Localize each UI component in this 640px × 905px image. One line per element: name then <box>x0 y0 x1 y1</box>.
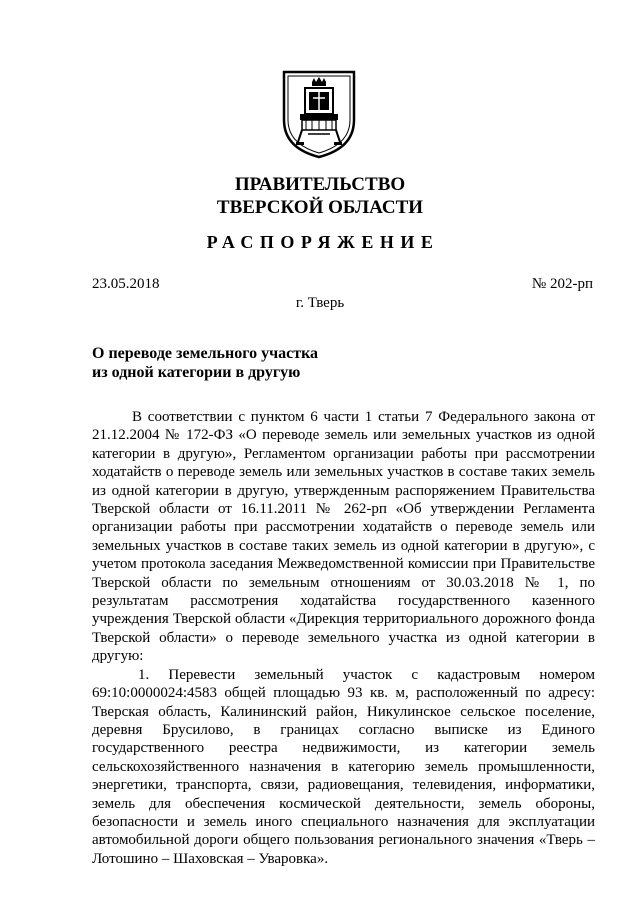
document-number: № 202-рп <box>531 276 593 292</box>
document-type: РАСПОРЯЖЕНИЕ <box>206 232 440 252</box>
org-name-line2: ТВЕРСКОЙ ОБЛАСТИ <box>216 197 424 218</box>
body-paragraph-preamble: В соответствии с пунктом 6 части 1 статьи 7 Федерального закона от 21.12.2004 № 172-ФЗ «О переводе земель или земельных участков из одной категории в другую», Регламентом организации работы при рассмотрении ходатайств о переводе земель или земельных участков в составе таких земель из одной категории в другую, утвержденным распоряжением Правительства Тверской области от 16.11.2011 № 262-рп «Об утверждении Регламента организации работы при рассмотрении ходатайств о переводе земель или земельных участков в составе таких земель из одной категории в другую», с учетом протокола заседания Межведомственной комиссии при Правительстве Тверской области по земельным отношениям от 30.03.2018 № 1, по результатам рассмотрения ходатайства государственного казенного учреждения Тверской области «Дирекция территориального дорожного фонда Тверской области» о переводе земельного участка из одной категории в другую: <box>92 409 595 665</box>
document-body <box>92 408 595 868</box>
document-city: г. Тверь <box>295 295 345 311</box>
document-subject <box>92 344 318 382</box>
tver-coat-of-arms-icon <box>280 68 358 160</box>
body-paragraph-item-1: 1. Перевести земельный участок с кадастровым номером 69:10:0000024:4583 общей площадью 93 кв. м, расположенный по адресу: Тверская область, Калининский район, Никулинское сельское поселение, деревня Брусилово, в границах согласно выписке из Единого государственного реестра недвижимости, из категории земель сельскохозяйственного назначения в категорию земель промышленности, энергетики, транспорта, связи, радиовещания, телевидения, информатики, земель для обеспечения космической деятельности, земель обороны, безопасности и земель иного специального назначения для эксплуатации автомобильной дороги общего пользования регионального значения «Тверь – Лотошино – Шаховская – Уваровка». <box>92 666 595 867</box>
document-date: 23.05.2018 <box>92 276 160 292</box>
org-name-line1: ПРАВИТЕЛЬСТВО <box>234 174 406 195</box>
subject-line1: О переводе земельного участка <box>92 345 319 362</box>
subject-line2: из одной категории в другую <box>92 364 301 381</box>
